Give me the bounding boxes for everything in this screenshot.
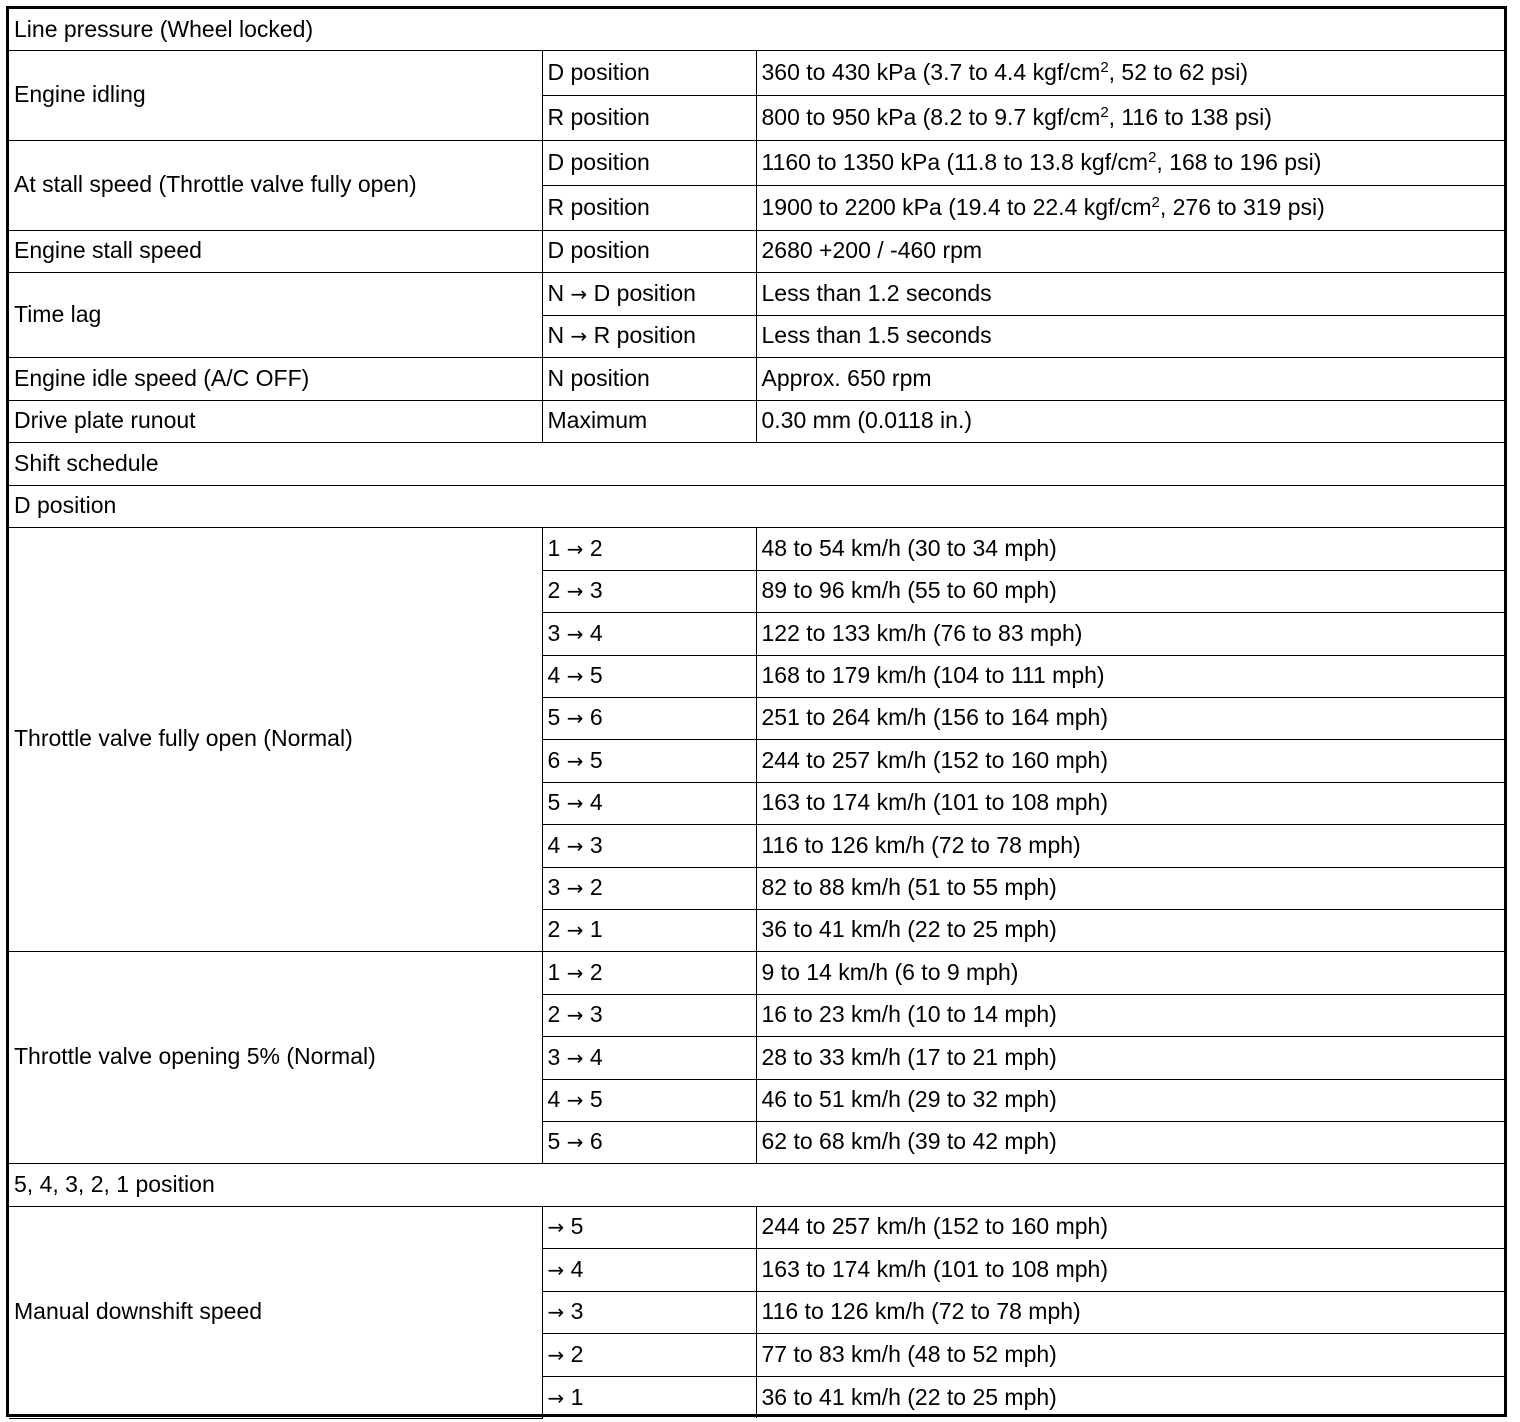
shift-cell	[542, 1036, 756, 1079]
to-gear: 2	[589, 958, 603, 985]
arrow-right-icon: →	[566, 1088, 584, 1113]
from-gear: 1	[547, 958, 561, 985]
value-cell: 36 to 41 km/h (22 to 25 mph)	[756, 1376, 1504, 1418]
from-gear: 2	[547, 1001, 561, 1028]
value-cell: 16 to 23 km/h (10 to 14 mph)	[756, 994, 1504, 1036]
value-cell: 116 to 126 km/h (72 to 78 mph)	[756, 824, 1504, 867]
arrow-right-icon: →	[566, 579, 584, 604]
value-text: , 276 to 319 psi)	[1159, 193, 1325, 220]
section-row	[9, 485, 1504, 527]
to-gear: 2	[589, 874, 603, 901]
to-position: D position	[593, 279, 696, 306]
arrow-right-icon: →	[566, 1045, 584, 1070]
shift-cell	[542, 527, 756, 570]
to-gear: 5	[589, 662, 603, 689]
from-gear: 1	[547, 534, 561, 561]
value-cell: 36 to 41 km/h (22 to 25 mph)	[756, 909, 1504, 951]
from-gear: 3	[547, 1043, 561, 1070]
value-cell: 0.30 mm (0.0118 in.)	[756, 400, 1504, 442]
table-row	[9, 400, 1504, 442]
shift-cell	[542, 1206, 756, 1248]
value-cell: 77 to 83 km/h (48 to 52 mph)	[756, 1333, 1504, 1376]
row-label: Manual downshift speed	[9, 1206, 542, 1418]
row-label: Engine stall speed	[9, 230, 542, 272]
value-cell	[756, 95, 1504, 140]
shift-cell	[542, 1121, 756, 1163]
section-title: Line pressure (Wheel locked)	[9, 9, 1504, 50]
arrow-right-icon: →	[566, 791, 584, 816]
to-gear: 3	[589, 577, 603, 604]
value-text: , 116 to 138 psi)	[1108, 103, 1272, 130]
value-text: 1900 to 2200 kPa (19.4 to 22.4 kgf/cm	[761, 193, 1152, 220]
from-gear: 4	[547, 1086, 561, 1113]
value-cell: 163 to 174 km/h (101 to 108 mph)	[756, 1248, 1504, 1291]
shift-cell	[542, 867, 756, 909]
to-gear: 5	[570, 1213, 584, 1240]
section-title: Shift schedule	[9, 442, 1504, 485]
row-label: Engine idling	[9, 50, 542, 140]
shift-cell	[542, 951, 756, 994]
arrow-right-icon: →	[566, 664, 584, 689]
row-label: Time lag	[9, 272, 542, 357]
arrow-right-icon: →	[566, 706, 584, 731]
from-gear: N	[547, 279, 565, 306]
value-cell: 46 to 51 km/h (29 to 32 mph)	[756, 1079, 1504, 1121]
superscript: 2	[1148, 148, 1157, 166]
value-cell: Less than 1.5 seconds	[756, 315, 1504, 357]
arrow-right-icon: →	[566, 876, 584, 901]
to-gear: 4	[589, 619, 603, 646]
shift-cell	[542, 655, 756, 697]
from-gear: 6	[547, 746, 561, 773]
value-cell: Approx. 650 rpm	[756, 357, 1504, 400]
arrow-right-icon: →	[566, 1130, 584, 1155]
position-cell: R position	[542, 95, 756, 140]
arrow-right-icon: →	[566, 621, 584, 646]
value-cell: 251 to 264 km/h (156 to 164 mph)	[756, 697, 1504, 739]
superscript: 2	[1100, 58, 1109, 76]
table-row	[9, 230, 1504, 272]
table-row	[9, 272, 1504, 315]
shift-cell	[542, 994, 756, 1036]
to-gear: 5	[589, 1086, 603, 1113]
from-gear: 2	[547, 577, 561, 604]
shift-cell	[542, 909, 756, 951]
shift-cell	[542, 824, 756, 867]
position-cell: Maximum	[542, 400, 756, 442]
position-cell: R position	[542, 185, 756, 230]
spec-sheet	[6, 6, 1507, 1417]
value-cell	[756, 185, 1504, 230]
row-label: At stall speed (Throttle valve fully open)	[9, 140, 542, 230]
value-cell: 62 to 68 km/h (39 to 42 mph)	[756, 1121, 1504, 1163]
shift-cell	[542, 570, 756, 612]
to-gear: 6	[589, 704, 603, 731]
position-cell	[542, 315, 756, 357]
shift-cell	[542, 1079, 756, 1121]
to-gear: 3	[570, 1298, 584, 1325]
arrow-right-icon: →	[547, 1342, 565, 1367]
to-position: R position	[593, 322, 696, 349]
table-row	[9, 951, 1504, 994]
position-cell: D position	[542, 140, 756, 185]
from-gear: 4	[547, 662, 561, 689]
row-label: Engine idle speed (A/C OFF)	[9, 357, 542, 400]
to-gear: 6	[589, 1128, 603, 1155]
value-cell: 116 to 126 km/h (72 to 78 mph)	[756, 1291, 1504, 1333]
value-cell: 89 to 96 km/h (55 to 60 mph)	[756, 570, 1504, 612]
arrow-right-icon: →	[547, 1300, 565, 1325]
value-cell: 163 to 174 km/h (101 to 108 mph)	[756, 782, 1504, 824]
value-cell: 28 to 33 km/h (17 to 21 mph)	[756, 1036, 1504, 1079]
position-cell: N position	[542, 357, 756, 400]
value-cell: 9 to 14 km/h (6 to 9 mph)	[756, 951, 1504, 994]
table-row	[9, 140, 1504, 185]
superscript: 2	[1100, 103, 1109, 121]
value-cell: 244 to 257 km/h (152 to 160 mph)	[756, 739, 1504, 782]
to-gear: 4	[570, 1255, 584, 1282]
arrow-right-icon: →	[547, 1215, 565, 1240]
value-cell	[756, 50, 1504, 95]
value-text: 800 to 950 kPa (8.2 to 9.7 kgf/cm	[761, 103, 1101, 130]
shift-cell	[542, 697, 756, 739]
arrow-right-icon: →	[566, 1003, 584, 1028]
shift-cell	[542, 1333, 756, 1376]
to-gear: 2	[589, 534, 603, 561]
table-row	[9, 50, 1504, 95]
value-text: , 52 to 62 psi)	[1108, 58, 1249, 85]
shift-cell	[542, 1248, 756, 1291]
position-cell: D position	[542, 50, 756, 95]
from-gear: 5	[547, 1128, 561, 1155]
from-gear: 5	[547, 789, 561, 816]
value-text: , 168 to 196 psi)	[1156, 148, 1322, 175]
table-row	[9, 357, 1504, 400]
arrow-right-icon: →	[566, 960, 584, 985]
section-row	[9, 9, 1504, 50]
row-label: Throttle valve fully open (Normal)	[9, 527, 542, 951]
position-cell	[542, 272, 756, 315]
table-row	[9, 1206, 1504, 1248]
from-gear: 2	[547, 916, 561, 943]
section-row	[9, 442, 1504, 485]
value-cell: 82 to 88 km/h (51 to 55 mph)	[756, 867, 1504, 909]
shift-cell	[542, 739, 756, 782]
spec-table	[9, 9, 1504, 1419]
value-cell: 48 to 54 km/h (30 to 34 mph)	[756, 527, 1504, 570]
from-gear: 4	[547, 831, 561, 858]
shift-cell	[542, 1376, 756, 1418]
from-gear: 3	[547, 619, 561, 646]
table-row	[9, 527, 1504, 570]
value-cell	[756, 140, 1504, 185]
value-text: 360 to 430 kPa (3.7 to 4.4 kgf/cm	[761, 58, 1101, 85]
position-cell: D position	[542, 230, 756, 272]
to-gear: 1	[570, 1383, 584, 1410]
row-label: Throttle valve opening 5% (Normal)	[9, 951, 542, 1163]
shift-cell	[542, 782, 756, 824]
arrow-right-icon: →	[566, 748, 584, 773]
shift-cell	[542, 1291, 756, 1333]
superscript: 2	[1151, 193, 1160, 211]
arrow-right-icon: →	[570, 281, 588, 306]
value-cell: 2680 +200 / -460 rpm	[756, 230, 1504, 272]
value-cell: 122 to 133 km/h (76 to 83 mph)	[756, 612, 1504, 655]
from-gear: 3	[547, 874, 561, 901]
arrow-right-icon: →	[570, 324, 588, 349]
from-gear: N	[547, 322, 565, 349]
arrow-right-icon: →	[566, 833, 584, 858]
value-cell: 168 to 179 km/h (104 to 111 mph)	[756, 655, 1504, 697]
section-title: D position	[9, 485, 1504, 527]
row-label: Drive plate runout	[9, 400, 542, 442]
to-gear: 2	[570, 1340, 584, 1367]
arrow-right-icon: →	[566, 918, 584, 943]
arrow-right-icon: →	[547, 1257, 565, 1282]
from-gear: 5	[547, 704, 561, 731]
section-row	[9, 1163, 1504, 1206]
to-gear: 3	[589, 1001, 603, 1028]
to-gear: 4	[589, 1043, 603, 1070]
section-title: 5, 4, 3, 2, 1 position	[9, 1163, 1504, 1206]
to-gear: 5	[589, 746, 603, 773]
value-cell: Less than 1.2 seconds	[756, 272, 1504, 315]
value-text: 1160 to 1350 kPa (11.8 to 13.8 kgf/cm	[761, 148, 1149, 175]
to-gear: 1	[589, 916, 603, 943]
value-cell: 244 to 257 km/h (152 to 160 mph)	[756, 1206, 1504, 1248]
arrow-right-icon: →	[547, 1385, 565, 1410]
arrow-right-icon: →	[566, 536, 584, 561]
to-gear: 3	[589, 831, 603, 858]
to-gear: 4	[589, 789, 603, 816]
shift-cell	[542, 612, 756, 655]
